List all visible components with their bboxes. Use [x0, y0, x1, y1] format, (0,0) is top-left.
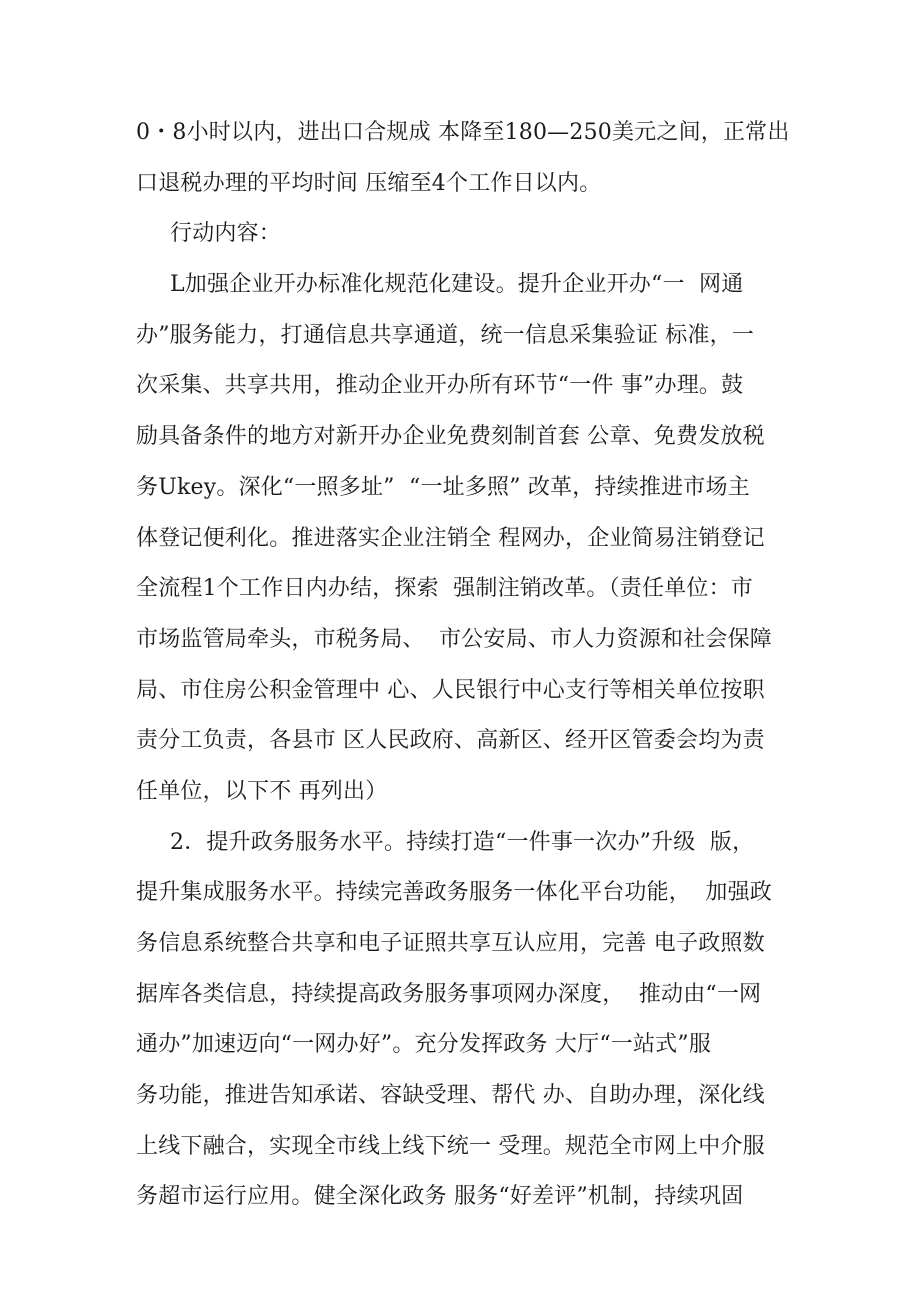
text-line: 2．提升政务服务水平。持续打造“一件事一次办”升级 版， [170, 829, 755, 855]
text-line: 责分工负责，各县市 区人民政府、高新区、经开区管委会均为责 [136, 728, 765, 754]
text-line: 提升集成服务水平。持续完善政务服务一体化平台功能， 加强政 [136, 880, 772, 906]
text-line: 上线下融合，实现全市线上线下统一 受理。规范全市网上中介服 [136, 1133, 765, 1159]
text-line: L加强企业开办标准化规范化建设。提升企业开办“一 网通 [170, 272, 744, 298]
text-line: 务功能，推进告知承诺、容缺受理、帮代 办、自助办理，深化线 [136, 1083, 765, 1109]
text-line: 通办”加速迈向“一网办好”。充分发挥政务 大厅“一站式”服 [136, 1032, 712, 1058]
text-line: 体登记便利化。推进落实企业注销全 程网办，企业简易注销登记 [136, 525, 765, 551]
text-line: 口退税办理的平均时间 压缩至4个工作日以内。 [136, 170, 602, 196]
text-line: 励具备条件的地方对新开办企业免费刻制首套 公章、免费发放税 [136, 424, 765, 450]
text-line: 务信息系统整合共享和电子证照共享互认应用，完善 电子政照数 [136, 931, 765, 956]
text-line: 市场监管局牵头，市税务局、 市公安局、市人力资源和社会保障 [136, 626, 772, 652]
text-line: 行动内容： [170, 221, 282, 247]
text-line: 任单位，以下不 再列出） [136, 778, 388, 804]
text-line: 务超市运行应用。健全深化政务 服务“好差评”机制，持续巩固 [136, 1184, 744, 1210]
text-line: 据库各类信息，持续提高政务服务事项网办深度， 推动由“一网 [136, 981, 762, 1007]
text-line: 局、市住房公积金管理中 心、人民银行中心支行等相关单位按职 [136, 677, 765, 703]
document-body [136, 108, 806, 1223]
text-line: 次采集、共享共用，推动企业开办所有环节“一件 事”办理。鼓 [136, 373, 744, 399]
text-line: 务Ukey。深化“一照多址” “一址多照” 改革，持续推进市场主 [136, 474, 750, 500]
text-line: 全流程1个工作日内办结，探索 强制注销改革。（责任单位：市 [136, 576, 753, 602]
text-line: 办”服务能力，打通信息共享通道，统一信息采集验证 标准，一 [136, 322, 755, 348]
text-line: 0・8小时以内，进出口合规成 本降至180—250美元之间，正常出 [136, 120, 790, 145]
